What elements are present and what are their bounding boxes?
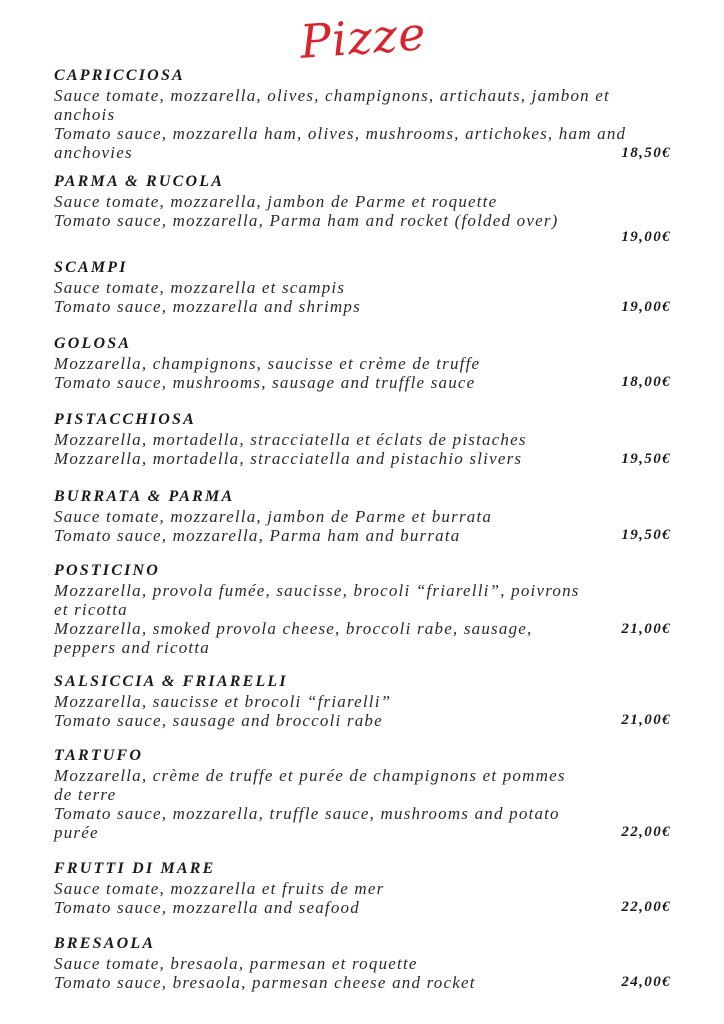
item-description-fr: Sauce tomate, mozzarella, jambon de Parme et roquette [54,192,498,211]
menu-item-pistacchiosa [54,410,674,472]
item-description-fr: Sauce tomate, mozzarella, olives, champignons, artichauts, jambon et anchois [54,86,610,124]
item-description-en: Tomato sauce, mozzarella ham, olives, mushrooms, artichokes, ham and anchovies [54,124,627,162]
item-price: 21,00€ [621,621,671,637]
menu-item-frutti-di-mare [54,859,674,921]
item-name: FRUTTI DI MARE [54,860,216,877]
item-description-fr: Sauce tomate, mozzarella et fruits de mer [54,879,385,898]
item-description-en: Tomato sauce, mozzarella, Parma ham and rocket (folded over) [54,211,559,230]
menu-title: Pizze [298,6,429,69]
item-description-fr: Mozzarella, saucisse et brocoli “friarelli” [54,692,392,711]
menu-item-capricciosa [54,66,674,166]
item-price: 22,00€ [621,824,671,840]
item-price: 19,00€ [621,299,671,315]
menu-item-salsiccia-friarelli [54,672,674,734]
item-name: BURRATA & PARMA [54,488,235,505]
item-price: 19,50€ [621,451,671,467]
item-name: POSTICINO [54,562,161,579]
item-price: 24,00€ [621,974,671,990]
item-price: 18,00€ [621,374,671,390]
item-description-fr: Mozzarella, crème de truffe et purée de champignons et pommes de terre [54,766,566,804]
menu-item-scampi [54,258,674,320]
item-description-en: Mozzarella, mortadella, stracciatella and pistachio slivers [54,449,523,468]
menu-item-tartufo [54,746,674,846]
item-description-en: Tomato sauce, sausage and broccoli rabe [54,711,383,730]
item-price: 21,00€ [621,712,671,728]
item-name: CAPRICCIOSA [54,67,185,84]
item-name: GOLOSA [54,335,132,352]
item-description-fr: Sauce tomate, bresaola, parmesan et roquette [54,954,418,973]
item-description-en: Tomato sauce, mozzarella, Parma ham and burrata [54,526,461,545]
item-description-fr: Mozzarella, mortadella, stracciatella et éclats de pistaches [54,430,527,449]
item-name: SCAMPI [54,259,128,276]
item-price: 19,50€ [621,527,671,543]
item-description-en: Tomato sauce, mushrooms, sausage and truffle sauce [54,373,476,392]
item-description-en: Tomato sauce, mozzarella and seafood [54,898,360,917]
item-description-en: Tomato sauce, mozzarella and shrimps [54,297,361,316]
item-description-en: Tomato sauce, bresaola, parmesan cheese and rocket [54,973,476,992]
menu-item-burrata-parma [54,487,674,549]
item-description-fr: Sauce tomate, mozzarella et scampis [54,278,346,297]
item-description-en: Mozzarella, smoked provola cheese, broccoli rabe, sausage, peppers and ricotta [54,619,533,657]
item-name: TARTUFO [54,747,144,764]
menu-item-bresaola [54,934,674,996]
menu-item-parma-rucola [54,172,674,252]
item-description-en: Tomato sauce, mozzarella, truffle sauce, mushrooms and potato purée [54,804,560,842]
item-price: 19,00€ [621,229,671,245]
item-name: PARMA & RUCOLA [54,173,225,190]
menu-item-golosa [54,334,674,396]
item-name: PISTACCHIOSA [54,411,197,428]
item-description-fr: Mozzarella, champignons, saucisse et crème de truffe [54,354,481,373]
item-price: 18,50€ [621,145,671,161]
item-description-fr: Mozzarella, provola fumée, saucisse, brocoli “friarelli”, poivrons et ricotta [54,581,580,619]
item-description-fr: Sauce tomate, mozzarella, jambon de Parme et burrata [54,507,493,526]
item-price: 22,00€ [621,899,671,915]
item-name: BRESAOLA [54,935,156,952]
item-name: SALSICCIA & FRIARELLI [54,673,288,690]
menu-item-posticino [54,561,674,661]
